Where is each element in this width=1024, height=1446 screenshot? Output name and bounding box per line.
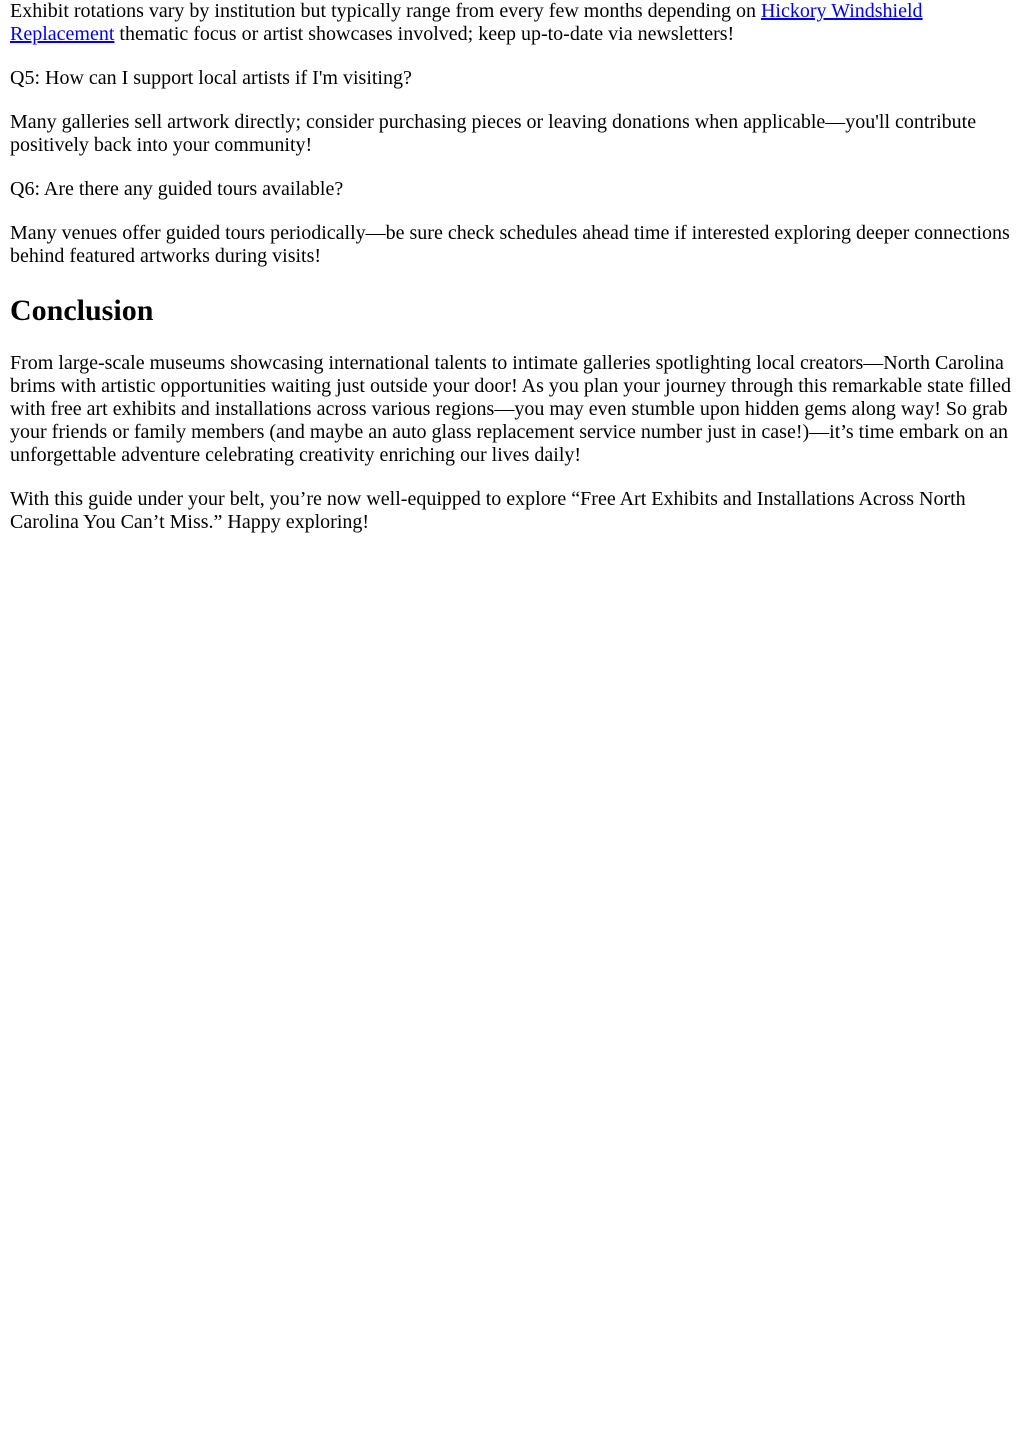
intro-text-after-link: thematic focus or artist showcases involved; keep up-to-date via newsletters! bbox=[114, 23, 735, 45]
hickory-windshield-replacement-link[interactable]: Hickory Windshield Replacement bbox=[10, 0, 923, 45]
conclusion-heading: Conclusion bbox=[10, 294, 154, 327]
faq-answer-q6: Many venues offer guided tours periodically—be sure check schedules ahead time if interested exploring deeper connections behind featured artworks during visits! bbox=[10, 222, 1010, 267]
faq-question-q5: Q5: How can I support local artists if I'm visiting? bbox=[10, 67, 412, 89]
closing-paragraph: With this guide under your belt, you’re now well-equipped to explore “Free Art Exhibits and Installations Across North Carolina You Can’t Miss.” Happy exploring! bbox=[10, 488, 966, 533]
faq-answer-q5: Many galleries sell artwork directly; consider purchasing pieces or leaving donations when applicable—you'll contribute positively back into your community! bbox=[10, 111, 977, 156]
conclusion-paragraph: From large-scale museums showcasing international talents to intimate galleries spotlighting local creators—North Carolina brims with artistic opportunities waiting just outside your door! As you plan your journey through this remarkable state filled with free art exhibits and installations across various regions—you may even stumble upon hidden gems along way! So grab your friends or family members (and maybe an auto glass replacement service number just in case!)—it’s time embark on an unforgettable adventure celebrating creativity enriching our lives daily! bbox=[10, 352, 1011, 466]
intro-paragraph bbox=[10, 0, 1014, 46]
article-body bbox=[0, 0, 1024, 534]
faq-question-q6: Q6: Are there any guided tours available? bbox=[10, 178, 344, 200]
intro-text-before-link: Exhibit rotations vary by institution but typically range from every few months depending on bbox=[10, 0, 761, 22]
